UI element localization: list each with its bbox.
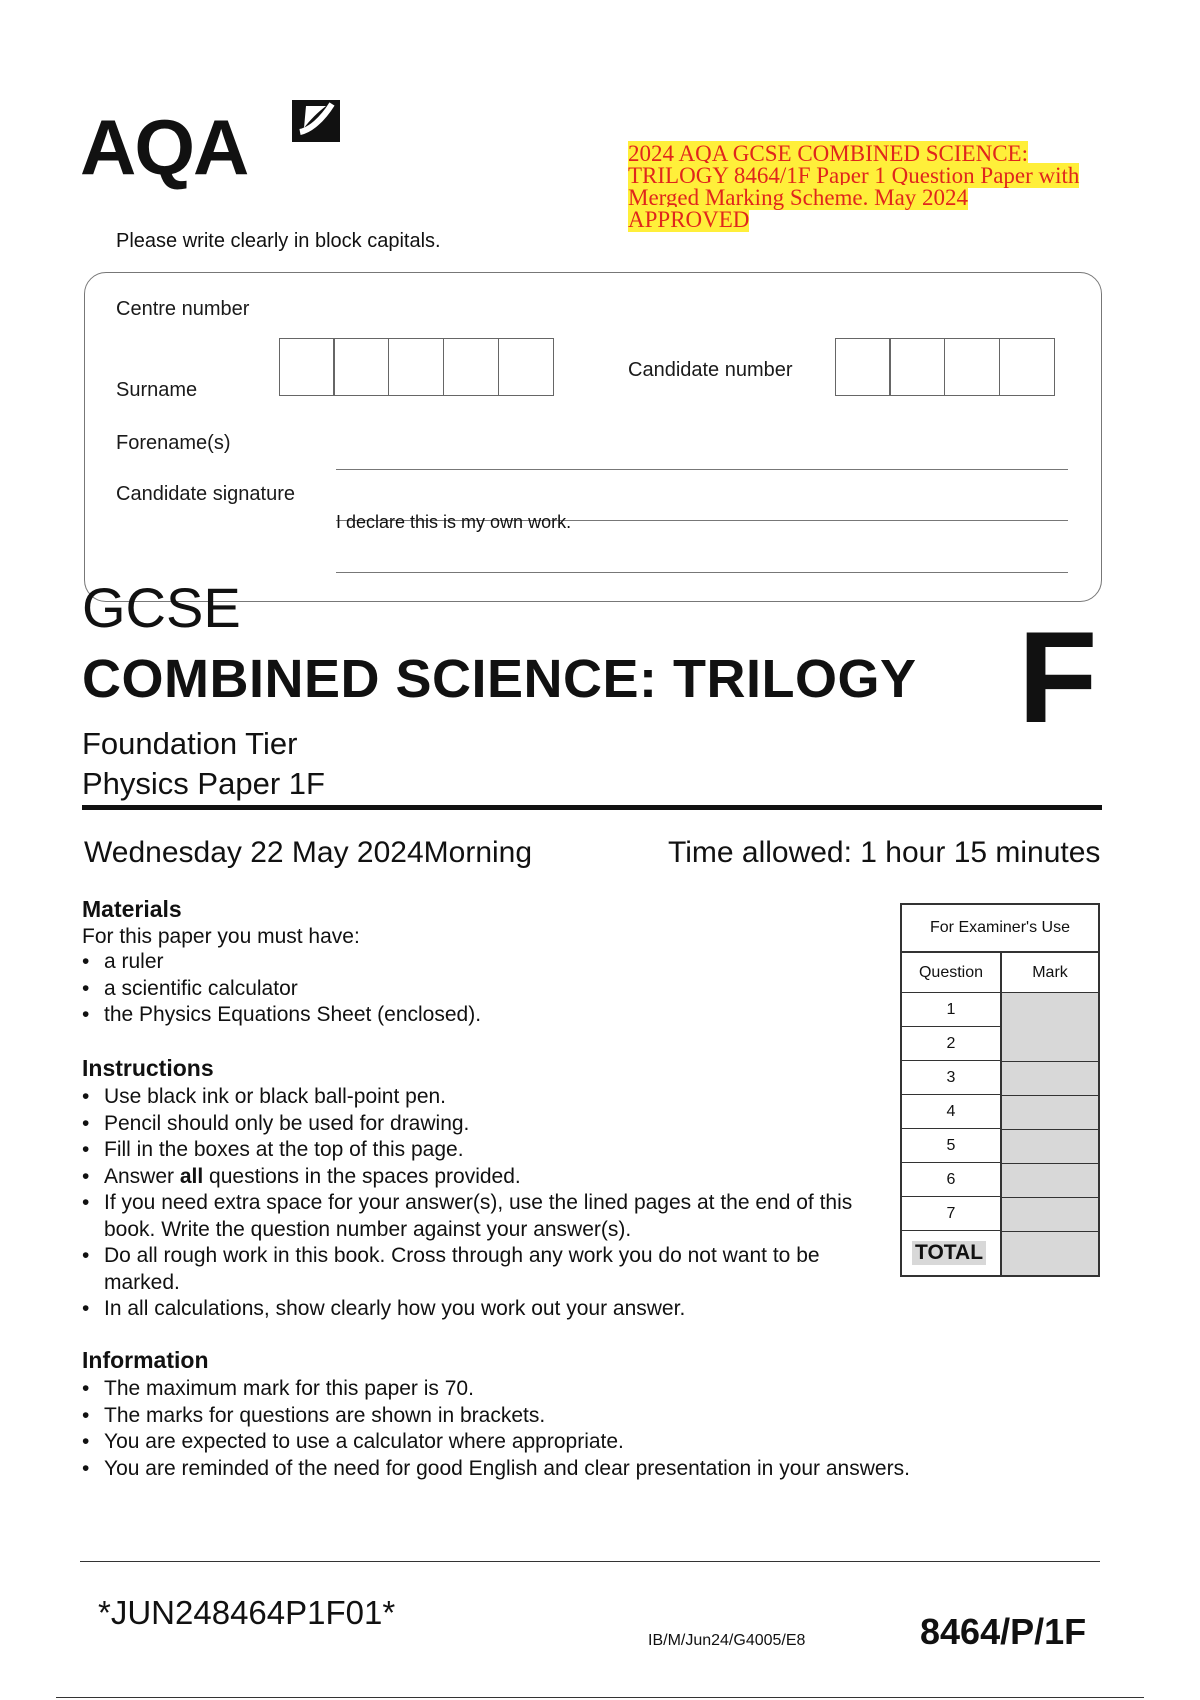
list-item: • You are expected to use a calculator where appropriate. xyxy=(82,1429,1062,1456)
question-number: 4 xyxy=(902,1095,1000,1129)
tier-letter: F xyxy=(1018,604,1098,750)
candidate-digit-box[interactable] xyxy=(944,338,1000,396)
candidate-digit-box[interactable] xyxy=(889,338,945,396)
surname-label: Surname xyxy=(116,379,198,401)
list-item: • Answer all questions in the spaces provided. xyxy=(82,1164,882,1191)
candidate-number-boxes xyxy=(836,338,1055,396)
materials-section xyxy=(82,898,862,1029)
surname-line[interactable] xyxy=(336,469,1068,470)
mark-divider xyxy=(1002,1231,1098,1232)
qualification-title: GCSE xyxy=(82,576,241,639)
centre-digit-box[interactable] xyxy=(279,338,335,396)
aqa-logo-mark-icon xyxy=(288,90,344,146)
materials-intro: For this paper you must have: xyxy=(82,925,360,948)
information-list xyxy=(82,1376,1062,1482)
footer-divider xyxy=(80,1561,1100,1562)
signature-label: Candidate signature xyxy=(116,483,296,505)
information-section xyxy=(82,1349,1062,1482)
tier-title: Foundation Tier xyxy=(82,726,298,761)
total-label: TOTAL xyxy=(912,1241,986,1265)
list-item: • In all calculations, show clearly how you work out your answer. xyxy=(82,1296,882,1323)
page-bottom-divider xyxy=(56,1697,1144,1698)
barcode-text: *JUN248464P1F01* xyxy=(98,1594,396,1631)
materials-list xyxy=(82,949,862,1029)
list-item: • a scientific calculator xyxy=(82,976,862,1003)
list-item: • the Physics Equations Sheet (enclosed). xyxy=(82,1002,862,1029)
mark-divider xyxy=(1002,1197,1098,1198)
question-header: Question xyxy=(902,953,1000,993)
block-capitals-instruction: Please write clearly in block capitals. xyxy=(116,230,441,252)
list-item: • If you need extra space for your answer(s), use the lined pages at the end of this book. Write the question number against your answer(s). xyxy=(82,1190,864,1243)
candidate-digit-box[interactable] xyxy=(999,338,1055,396)
list-item: • You are reminded of the need for good English and clear presentation in your answers. xyxy=(82,1456,1062,1483)
instructions-heading: Instructions xyxy=(82,1055,214,1081)
time-allowed: Time allowed: 1 hour 15 minutes xyxy=(668,836,1101,869)
candidate-details-box xyxy=(84,272,1102,602)
banner-text: 2024 AQA GCSE COMBINED SCIENCE: TRILOGY 8464/1F Paper 1 Question Paper with Merged Marking Scheme. May 2024 APPROVED xyxy=(628,141,1080,232)
centre-digit-box[interactable] xyxy=(333,338,389,396)
information-heading: Information xyxy=(82,1347,209,1373)
subject-title: COMBINED SCIENCE: TRILOGY xyxy=(82,649,917,709)
mark-divider xyxy=(1002,1095,1098,1096)
declaration-text: I declare this is my own work. xyxy=(336,512,572,532)
examiner-table-title: For Examiner's Use xyxy=(902,905,1098,953)
title-divider xyxy=(82,805,1102,810)
forenames-label: Forename(s) xyxy=(116,432,231,454)
signature-line[interactable] xyxy=(336,572,1068,573)
list-item: • Fill in the boxes at the top of this page. xyxy=(82,1137,882,1164)
list-item: • Pencil should only be used for drawing. xyxy=(82,1111,882,1138)
centre-digit-box[interactable] xyxy=(388,338,444,396)
centre-digit-box[interactable] xyxy=(498,338,554,396)
reference-code: IB/M/Jun24/G4005/E8 xyxy=(648,1632,806,1649)
materials-heading: Materials xyxy=(82,896,182,922)
mark-header: Mark xyxy=(1002,953,1098,993)
list-item: • The maximum mark for this paper is 70. xyxy=(82,1376,1062,1403)
question-number: 1 xyxy=(902,993,1000,1027)
mark-column[interactable] xyxy=(1002,953,1098,1275)
question-number: 7 xyxy=(902,1197,1000,1231)
question-column xyxy=(902,953,1002,1275)
candidate-number-label: Candidate number xyxy=(628,359,793,381)
centre-number-boxes xyxy=(280,338,554,396)
centre-number-label: Centre number xyxy=(116,298,250,320)
mark-divider xyxy=(1002,1061,1098,1062)
candidate-digit-box[interactable] xyxy=(835,338,891,396)
exam-date: Wednesday 22 May 2024Morning xyxy=(84,836,533,869)
instructions-list xyxy=(82,1084,882,1323)
list-item: • a ruler xyxy=(82,949,862,976)
specification-code: 8464/P/1F xyxy=(920,1611,1087,1652)
question-number: 5 xyxy=(902,1129,1000,1163)
highlighted-banner xyxy=(628,141,1088,232)
centre-digit-box[interactable] xyxy=(443,338,499,396)
paper-title: Physics Paper 1F xyxy=(82,766,325,801)
mark-divider xyxy=(1002,1163,1098,1164)
aqa-logo xyxy=(80,90,350,190)
emphasis-all: all xyxy=(179,1164,204,1188)
mark-divider xyxy=(1002,1129,1098,1130)
list-item: • Do all rough work in this book. Cross through any work you do not want to be marked. xyxy=(82,1243,879,1296)
logo-text: AQA xyxy=(80,103,248,191)
examiner-use-table xyxy=(900,903,1100,1277)
list-item: • Use black ink or black ball-point pen. xyxy=(82,1084,882,1111)
question-number: 2 xyxy=(902,1027,1000,1061)
list-item: • The marks for questions are shown in brackets. xyxy=(82,1403,1062,1430)
question-number: 3 xyxy=(902,1061,1000,1095)
total-cell xyxy=(902,1231,1000,1275)
question-number: 6 xyxy=(902,1163,1000,1197)
instructions-section xyxy=(82,1057,882,1323)
